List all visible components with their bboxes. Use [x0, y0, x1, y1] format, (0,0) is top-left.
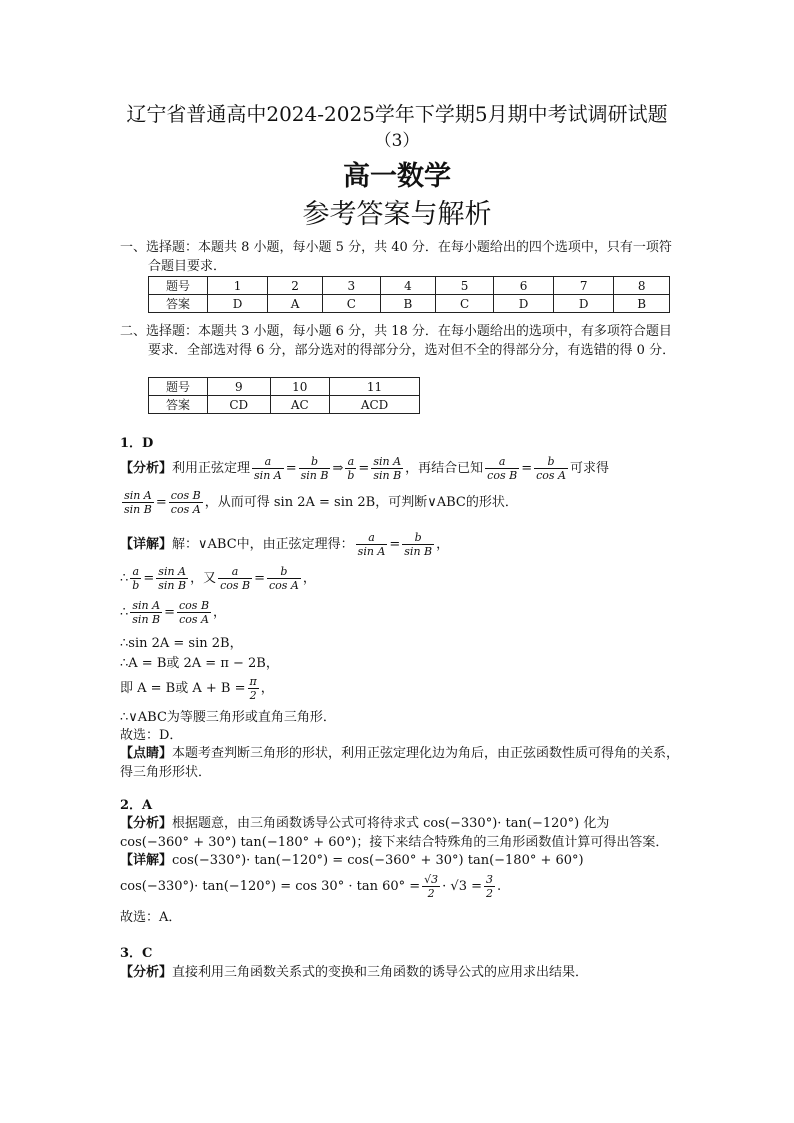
fraction: $\frac{\text{cos B}}{\text{cos A}}$ [179, 599, 210, 626]
q3-heading: 3．C [120, 946, 153, 961]
fraction: $\frac{b}{\text{sin B}}$ [300, 455, 329, 482]
q1-comment [120, 744, 680, 782]
fraction: $\frac{b}{\text{sin B}}$ [404, 531, 433, 558]
table-row [149, 378, 420, 396]
q2-detail-line2: cos(−330°)· tan(−120°) = cos 30° · tan 60° = $\frac{√3}{2}$ · √3 = $\frac{3}{2}$ . [120, 873, 502, 900]
fraction: $\frac{\text{sin A}}{\text{sin B}}$ [373, 455, 402, 482]
detail-tag: 【详解】 [120, 537, 173, 552]
q2-analysis-cont: cos(−360° + 30°) tan(−180° + 60°)；接下来结合特殊角的三角形函数值计算可得出答案． [120, 835, 669, 850]
step-text: ，又 [190, 571, 217, 586]
fraction: $\frac{a}{\text{sin A}}$ [254, 455, 282, 482]
q1-step4: ∴sin 2A = sin 2B， [120, 636, 243, 651]
fraction: $\frac{a}{\text{cos B}}$ [220, 565, 251, 592]
q1-analysis-cont: $\frac{\text{sin A}}{\text{sin B}}$ = $\frac{\text{cos B}}{\text{cos A}}$ ，从而可得 sin 2A = sin 2B，可判断∨ABC的形状． [124, 489, 518, 516]
answer-cell: ACD [330, 396, 420, 414]
answer-cell: B [614, 295, 670, 313]
question-number: 8 [614, 277, 670, 295]
question-number: 6 [493, 277, 553, 295]
analysis-text: ，再结合已知 [405, 461, 484, 476]
question-number: 10 [270, 378, 330, 396]
row-label: 答案 [149, 396, 208, 414]
q1-choose: 故选：D． [120, 728, 183, 743]
q1-step5: ∴A = B或 2A = π − 2B， [120, 656, 279, 671]
question-number: 5 [436, 277, 494, 295]
answer-cell: C [436, 295, 494, 313]
analysis-text: ，从而可得 sin 2A = sin 2B，可判断∨ABC的形状． [204, 495, 518, 510]
answer-cell: AC [270, 396, 330, 414]
row-label: 题号 [149, 277, 208, 295]
fraction: $\frac{a}{b}$ [132, 565, 140, 592]
row-label: 题号 [149, 378, 208, 396]
q1-step3: ∴ $\frac{\text{sin A}}{\text{sin B}}$ = $\frac{\text{cos B}}{\text{cos A}}$ ， [120, 599, 227, 626]
detail-tag: 【详解】 [120, 853, 173, 868]
q1-step6: 即 A = B或 A + B = $\frac{\pi}{2}$ ， [120, 675, 274, 702]
answer-cell: D [208, 295, 268, 313]
q1-step7: ∴∨ABC为等腰三角形或直角三角形． [120, 710, 336, 725]
analysis-tag: 【分析】 [120, 461, 173, 476]
answer-cell: B [380, 295, 436, 313]
question-number: 1 [208, 277, 268, 295]
answer-cell: C [322, 295, 380, 313]
fraction: $\frac{a}{\text{cos B}}$ [487, 455, 518, 482]
section2-answer-table [148, 377, 420, 414]
subject-title: 高一数学 [343, 161, 451, 192]
comment-text: 本题考查判断三角形的形状，利用正弦定理化边为角后，由正弦函数性质可得角的关系，得三角形形状． [120, 746, 680, 780]
q1-detail: 【详解】解：∨ABC中，由正弦定理得： $\frac{a}{\text{sin A}}$ = $\frac{b}{\text{sin B}}$ ， [120, 531, 450, 558]
fraction: $\frac{a}{\text{sin A}}$ [357, 531, 386, 558]
q2-choose: 故选：A． [120, 910, 182, 925]
step-text: ∴ [120, 571, 129, 586]
table-row [149, 277, 670, 295]
answer-cell: D [554, 295, 614, 313]
fraction: $\frac{3}{2}$ [486, 873, 494, 900]
exam-title: 辽宁省普通高中2024-2025学年下学期5月期中考试调研试题 [126, 102, 668, 126]
fraction: $\frac{b}{\text{cos A}}$ [536, 455, 566, 482]
q2-analysis [120, 814, 680, 833]
q2-heading: 2．A [120, 798, 153, 813]
fraction: $\frac{√3}{2}$ [424, 873, 439, 900]
fraction: $\frac{\text{sin A}}{\text{sin B}}$ [158, 565, 187, 592]
section2-instructions: 二、选择题：本题共 3 小题，每小题 6 分，共 18 分．在每小题给出的选项中，有多项符合题目要求．全部选对得 6 分，部分选对的得部分分，选对但不全的得部分分，有选错的得 0 分． [120, 324, 676, 358]
fraction: $\frac{a}{b}$ [347, 455, 355, 482]
answer-cell: A [268, 295, 323, 313]
analysis-text: 根据题意，由三角函数诱导公式可将待求式 cos(−330°)· tan(−120°) 化为 [172, 816, 610, 831]
q1-heading: 1．D [120, 436, 154, 451]
exam-number: （3） [374, 131, 420, 151]
detail-text: 解：∨ABC中，由正弦定理得： [172, 537, 354, 552]
analysis-text: 利用正弦定理 [172, 461, 251, 476]
table-row [149, 295, 670, 313]
analysis-tag: 【分析】 [120, 965, 173, 980]
q1-analysis: 【分析】利用正弦定理 $\frac{a}{\text{sin A}}$ = $\frac{b}{\text{sin B}}$ ⇒ $\frac{a}{b}$ = $\frac{\text{sin A}}{\text{sin B}}$ ，再结合已知 $\frac{a}{\text{cos B}}$ = $\frac{b}{\text{cos A}}$ 可求得 [120, 455, 609, 482]
fraction: $\frac{b}{\text{cos A}}$ [269, 565, 299, 592]
question-number: 7 [554, 277, 614, 295]
section1-instructions: 一、选择题：本题共 8 小题，每小题 5 分，共 40 分．在每小题给出的四个选项中，只有一项符合题目要求． [120, 240, 672, 274]
question-number: 9 [208, 378, 271, 396]
q1-step2: ∴ $\frac{a}{b}$ = $\frac{\text{sin A}}{\text{sin B}}$ ，又 $\frac{a}{\text{cos B}}$ = $\frac{b}{\text{cos A}}$ ， [120, 565, 316, 592]
step-text: ∴ [120, 605, 129, 620]
detail-text: cos(−330°)· tan(−120°) = cos(−360° + 30°) tan(−180° + 60°) [172, 853, 584, 868]
q2-detail [120, 851, 680, 870]
fraction: $\frac{\text{sin A}}{\text{sin B}}$ [124, 489, 152, 516]
question-number: 2 [268, 277, 323, 295]
answer-cell: D [493, 295, 553, 313]
question-number: 11 [330, 378, 420, 396]
answer-subtitle: 参考答案与解析 [302, 199, 492, 230]
question-number: 3 [322, 277, 380, 295]
fraction: $\frac{\text{sin A}}{\text{sin B}}$ [132, 599, 161, 626]
question-number: 4 [380, 277, 436, 295]
step-text: 即 A = B或 A + B = [120, 681, 246, 696]
answer-cell: CD [208, 396, 271, 414]
comment-tag: 【点睛】 [120, 746, 173, 761]
table-row [149, 396, 420, 414]
q3-analysis [120, 963, 680, 982]
fraction: $\frac{\pi}{2}$ [249, 675, 257, 702]
detail-text: cos(−330°)· tan(−120°) = cos 30° · tan 60° = [120, 879, 421, 894]
section1-answer-table [148, 276, 670, 313]
fraction: $\frac{\text{cos B}}{\text{cos A}}$ [170, 489, 201, 516]
analysis-text: 直接利用三角函数关系式的变换和三角函数的诱导公式的应用求出结果． [172, 965, 589, 980]
analysis-tag: 【分析】 [120, 816, 173, 831]
row-label: 答案 [149, 295, 208, 313]
analysis-text: 可求得 [569, 461, 609, 476]
